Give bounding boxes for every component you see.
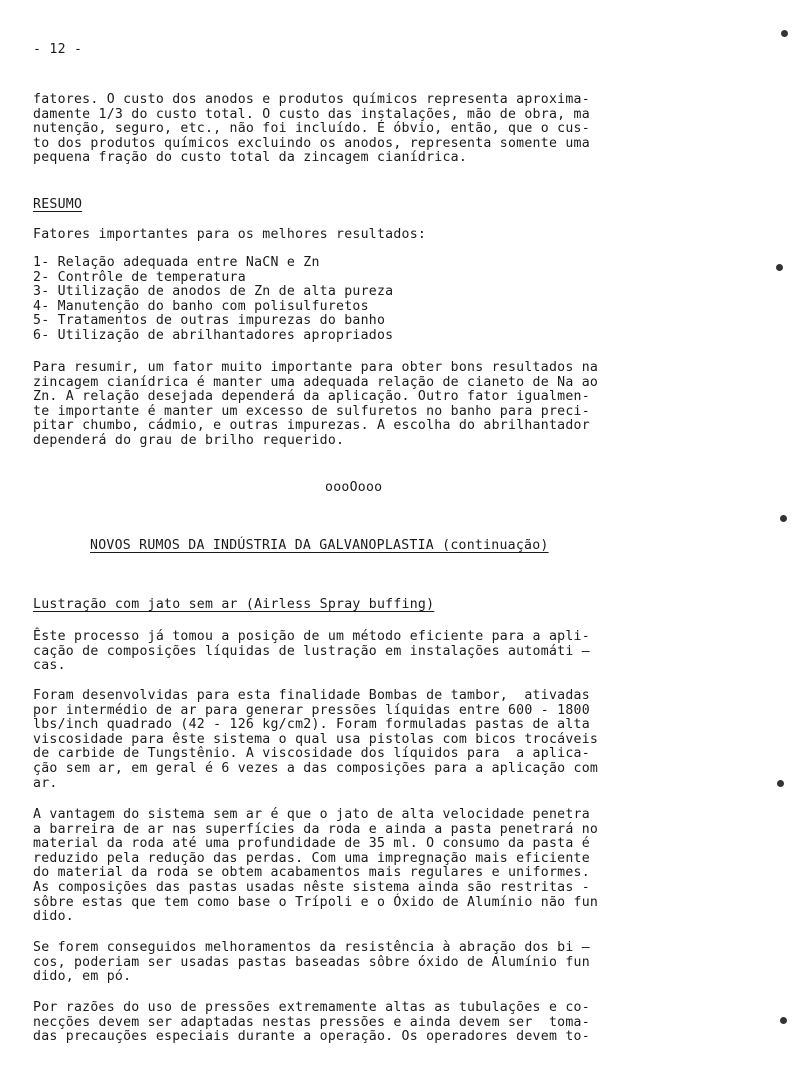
resumo-list: [33, 256, 393, 344]
text-line: dido, em pó.: [33, 969, 132, 985]
resumo-intro: Fatores importantes para os melhores resultados:: [33, 227, 427, 242]
text-line: das precauções especiais durante a operação. Os operadores devem to-: [33, 1029, 590, 1045]
text-line: nutenção, seguro, etc., não foi incluído. É óbvio, então, que o cus-: [33, 121, 590, 137]
text-line: necções devem ser adaptadas nestas pressões e ainda devem ser toma-: [33, 1014, 590, 1030]
list-item: 1- Relação adequada entre NaCN e Zn: [33, 255, 320, 270]
text-line: do material da roda se obtem acabamentos mais regulares e uniformes.: [33, 865, 590, 881]
text-line: Para resumir, um fator muito importante para obter bons resultados na: [33, 360, 599, 375]
paragraph-2: [33, 689, 598, 791]
text-line: Se forem conseguidos melhoramentos da resistência à abração dos bi —: [33, 940, 590, 955]
text-line: dependerá do grau de brilho requerido.: [33, 432, 345, 448]
text-line: to dos produtos químicos excluindo os anodos, representa somente uma: [33, 135, 590, 151]
intro-paragraph: [33, 93, 590, 166]
section-title: NOVOS RUMOS DA INDÚSTRIA DA GALVANOPLASTIA (continuação): [90, 538, 549, 553]
list-item: 6- Utilização de abrilhantadores apropriados: [33, 327, 394, 343]
text-line: reduzido pela redução das perdas. Com uma impregnação mais eficiente: [33, 850, 590, 866]
text-line: por intermédio de ar para generar pressões líquidas entre 600 - 1800: [33, 702, 590, 718]
text-line: lbs/inch quadrado (42 - 126 kg/cm2). Foram formuladas pastas de alta: [33, 717, 590, 733]
list-item: 4- Manutenção do banho com polisulfuretos: [33, 298, 369, 314]
section-separator: oooOooo: [325, 480, 383, 495]
scan-mark: [777, 780, 784, 787]
scan-mark: [780, 1017, 787, 1024]
text-line: Êste processo já tomou a posição de um método eficiente para a apli-: [33, 629, 590, 644]
text-line: sôbre estas que tem como base o Trípoli e o Óxido de Alumínio não fun: [33, 894, 599, 910]
text-line: dido.: [33, 909, 74, 925]
scan-mark: [780, 515, 787, 522]
list-item: 2- Contrôle de temperatura: [33, 269, 246, 285]
text-line: ção sem ar, em geral é 6 vezes a das composições para a aplicação com: [33, 760, 599, 776]
text-line: ar.: [33, 775, 58, 791]
resumo-paragraph: [33, 361, 598, 449]
text-line: A vantagem do sistema sem ar é que o jato de alta velocidade penetra: [33, 807, 590, 822]
subsection-title: Lustração com jato sem ar (Airless Spray buffing): [33, 597, 435, 612]
resumo-heading: RESUMO: [33, 197, 83, 212]
text-line: cas.: [33, 658, 66, 674]
scan-mark: [781, 30, 788, 37]
text-line: material da roda até uma profundidade de 35 ml. O consumo da pasta é: [33, 836, 590, 852]
text-line: te importante é manter um excesso de sulfuretos no banho para preci-: [33, 403, 590, 419]
text-line: Zn. A relação desejada dependerá da aplicação. Outro fator igualmen-: [33, 389, 590, 405]
text-line: damente 1/3 do custo total. O custo das instalações, mão de obra, ma: [33, 106, 590, 122]
text-line: de carbide de Tungstênio. A viscosidade dos líquidos para a aplica-: [33, 746, 590, 762]
list-item: 3- Utilização de anodos de Zn de alta pureza: [33, 284, 394, 300]
page-number: - 12 -: [33, 42, 83, 57]
list-item: 5- Tratamentos de outras impurezas do banho: [33, 313, 386, 329]
text-line: a barreira de ar nas superfícies da roda e ainda a pasta penetrará no: [33, 821, 599, 837]
text-line: As composições das pastas usadas nêste sistema ainda são restritas -: [33, 879, 590, 895]
text-line: pitar chumbo, cádmio, e outras impurezas. A escolha do abrilhantador: [33, 418, 590, 434]
paragraph-4: [33, 941, 590, 985]
scan-mark: [776, 264, 783, 271]
text-line: cos, poderiam ser usadas pastas baseadas sôbre óxido de Alumínio fun: [33, 954, 590, 970]
paragraph-5: [33, 1001, 590, 1045]
text-line: cação de composições líquidas de lustração em instalações automáti —: [33, 643, 590, 659]
text-line: Por razões do uso de pressões extremamente altas as tubulações e co-: [33, 1000, 590, 1015]
paragraph-3: [33, 808, 598, 925]
text-line: viscosidade para êste sistema o qual usa pistolas com bicos trocáveis: [33, 731, 599, 747]
text-line: pequena fração do custo total da zincagem cianídrica.: [33, 150, 468, 166]
text-line: fatores. O custo dos anodos e produtos químicos representa aproxima-: [33, 92, 590, 107]
text-line: Foram desenvolvidas para esta finalidade Bombas de tambor, ativadas: [33, 688, 590, 703]
text-line: zincagem cianídrica é manter uma adequada relação de cianeto de Na ao: [33, 374, 599, 390]
paragraph-1: [33, 630, 590, 674]
